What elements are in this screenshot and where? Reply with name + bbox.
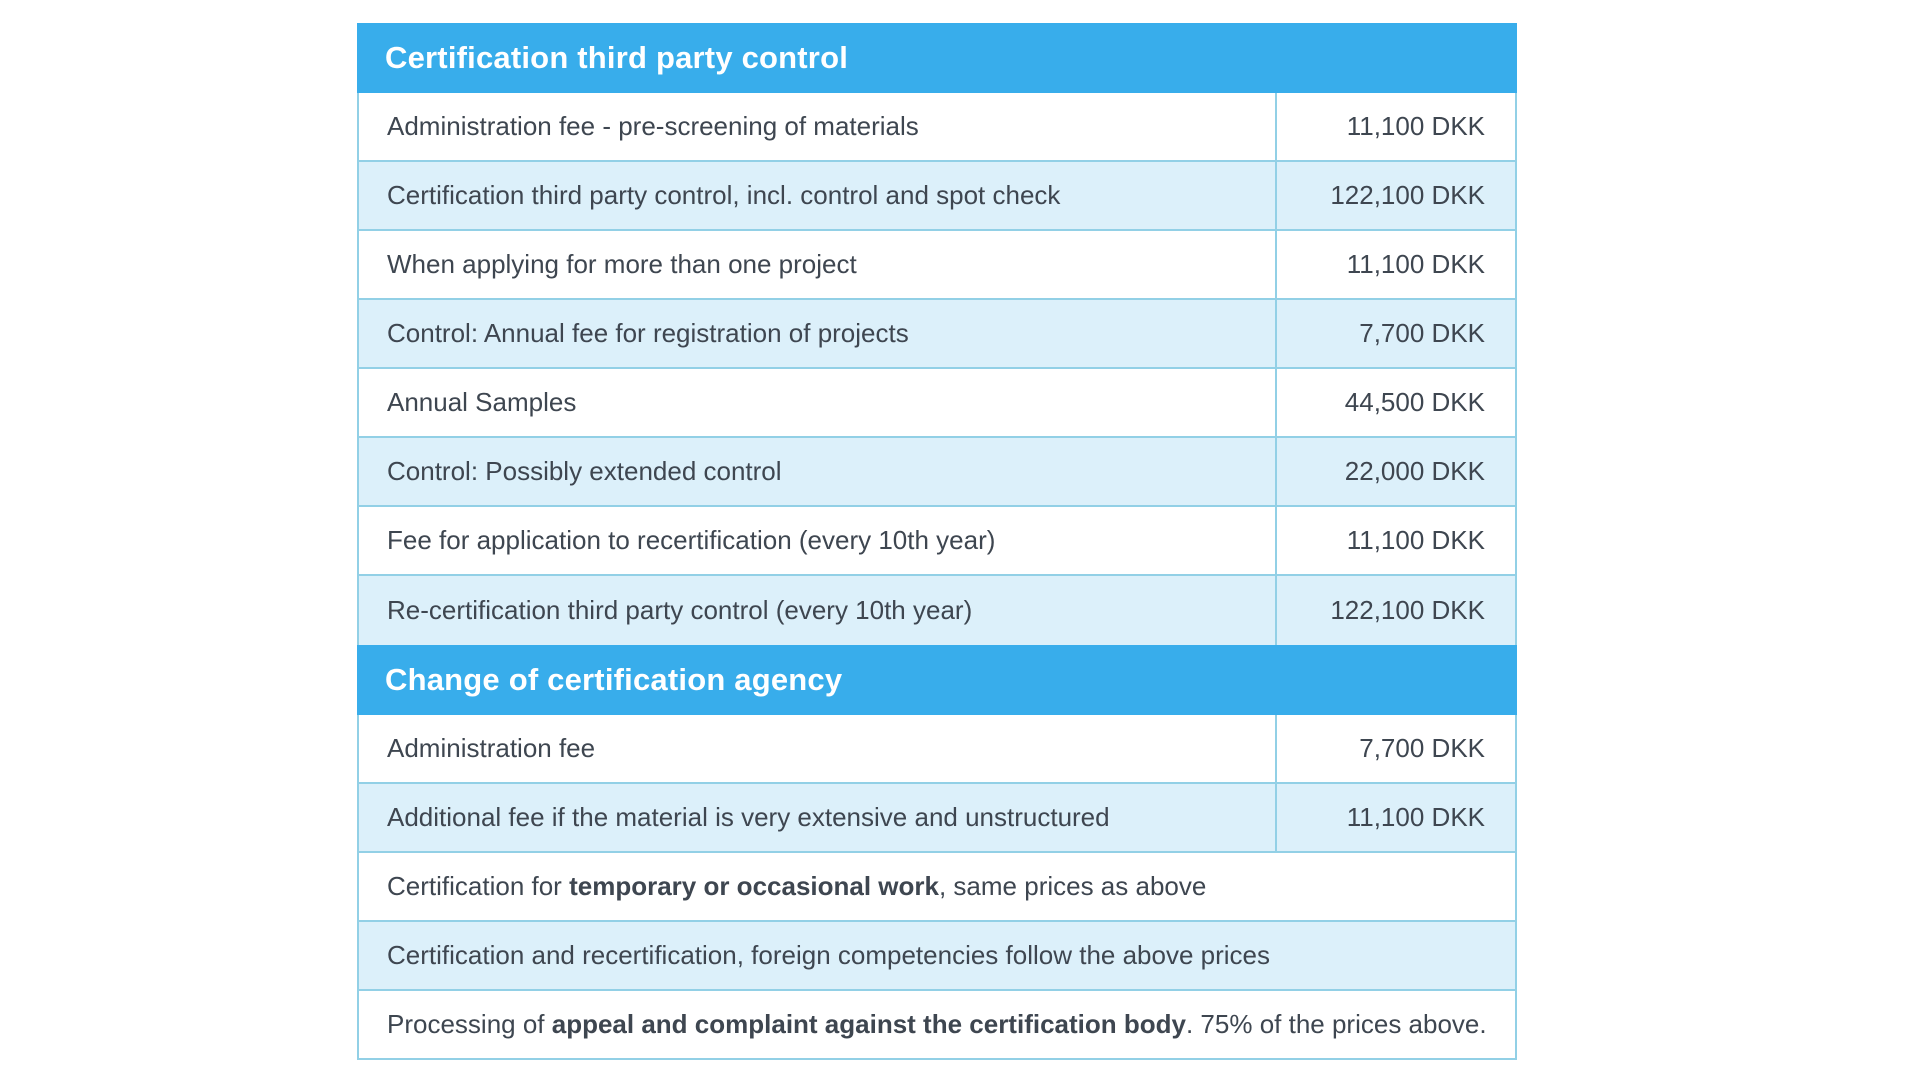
table-row	[359, 922, 1515, 991]
table-row	[359, 715, 1515, 784]
fee-description: Administration fee - pre-screening of materials	[359, 93, 1277, 160]
fee-description: Administration fee	[359, 715, 1277, 782]
section-header-certification-third-party-control	[357, 23, 1517, 93]
fee-price: 11,100 DKK	[1346, 111, 1485, 141]
fee-description: When applying for more than one project	[359, 231, 1277, 298]
table-row	[359, 369, 1515, 438]
table-row	[359, 93, 1515, 162]
section-rows-2	[357, 715, 1517, 1060]
fee-price: 11,100 DKK	[1346, 525, 1485, 555]
table-row	[359, 231, 1515, 300]
fee-price: 7,700 DKK	[1359, 733, 1485, 763]
table-row	[359, 438, 1515, 507]
table-row	[359, 300, 1515, 369]
fee-description-text: Processing of appeal and complaint against the certification body. 75% of the prices above.	[387, 1009, 1487, 1039]
section-rows-1	[357, 93, 1517, 645]
section-title: Certification third party control	[385, 40, 849, 75]
table-row	[359, 784, 1515, 853]
fee-price: 122,100 DKK	[1330, 595, 1485, 625]
fee-description: Certification and recertification, foreign competencies follow the above prices	[387, 940, 1271, 970]
table-row	[359, 576, 1515, 645]
table-row	[359, 162, 1515, 231]
fee-price: 11,100 DKK	[1346, 802, 1485, 832]
fee-description-text: Certification for temporary or occasional work, same prices as above	[387, 871, 1207, 901]
fee-description	[359, 853, 1515, 920]
fee-description: Certification third party control, incl. control and spot check	[359, 162, 1277, 229]
table-row	[359, 991, 1515, 1060]
fee-description: Annual Samples	[359, 369, 1277, 436]
pricing-table	[357, 23, 1517, 1060]
table-row	[359, 507, 1515, 576]
section-title: Change of certification agency	[385, 662, 843, 697]
fee-description: Control: Annual fee for registration of projects	[359, 300, 1277, 367]
fee-price: 11,100 DKK	[1346, 249, 1485, 279]
fee-description: Re-certification third party control (every 10th year)	[359, 576, 1277, 645]
table-row	[359, 853, 1515, 922]
fee-description: Fee for application to recertification (every 10th year)	[359, 507, 1277, 574]
fee-price: 22,000 DKK	[1344, 456, 1485, 486]
fee-description	[359, 991, 1515, 1058]
fee-price: 44,500 DKK	[1344, 387, 1485, 417]
fee-description: Control: Possibly extended control	[359, 438, 1277, 505]
fee-price: 122,100 DKK	[1330, 180, 1485, 210]
fee-price: 7,700 DKK	[1359, 318, 1485, 348]
fee-description: Additional fee if the material is very extensive and unstructured	[359, 784, 1277, 851]
section-header-change-of-certification-agency	[357, 645, 1517, 715]
